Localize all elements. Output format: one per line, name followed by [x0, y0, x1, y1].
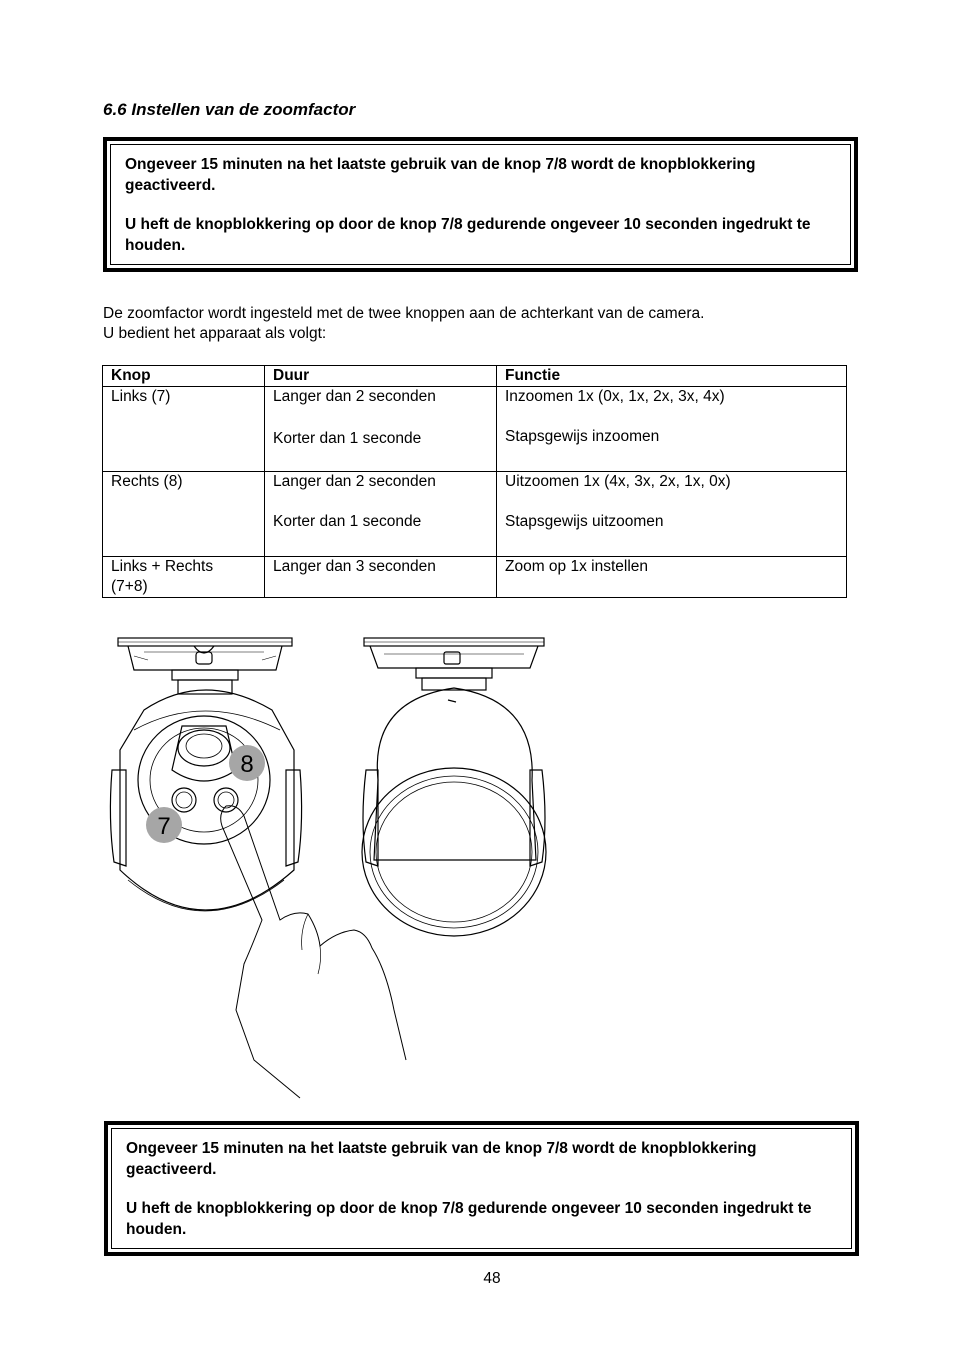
notice-lock-text: Ongeveer 15 minuten na het laatste gebruik van de knop 7/8 wordt de knopblokkering geactiveerd.: [126, 1140, 757, 1178]
notice-unlock-text: U heft de knopblokkering op door de knop 7/8 gedurende ongeveer 10 seconden ingedrukt te houden.: [125, 216, 811, 254]
notice-box-top: [103, 137, 858, 272]
duur-short: Korter dan 1 seconde: [273, 430, 422, 447]
cell-functie: [497, 387, 847, 472]
camera-illustration: [104, 630, 564, 1105]
zoom-table: [102, 365, 847, 598]
header-knop: Knop: [103, 366, 265, 387]
table-row: [103, 557, 847, 598]
table-row: [103, 387, 847, 472]
notice-unlock-text: U heft de knopblokkering op door de knop 7/8 gedurende ongeveer 10 seconden ingedrukt te houden.: [126, 1200, 812, 1238]
table-header-row: [103, 366, 847, 387]
cell-duur: [265, 387, 497, 472]
knop-line-2: (7+8): [111, 578, 148, 595]
cell-knop: [103, 557, 265, 598]
page-number: 48: [483, 1270, 501, 1287]
functie-short: Stapsgewijs inzoomen: [505, 428, 660, 445]
cell-functie: Zoom op 1x instellen: [497, 557, 847, 598]
camera-front-drawing: [362, 638, 546, 936]
cell-knop: Rechts (8): [103, 472, 265, 557]
intro-text: [103, 304, 704, 344]
duur-short: Korter dan 1 seconde: [273, 513, 422, 530]
functie-long: Uitzoomen 1x (4x, 3x, 2x, 1x, 0x): [505, 473, 731, 490]
camera-rear-drawing: [110, 638, 406, 1098]
button-8-label: 8: [240, 751, 254, 778]
duur-long: Langer dan 2 seconden: [273, 388, 436, 405]
cell-knop: Links (7): [103, 387, 265, 472]
section-title: 6.6 Instellen van de zoomfactor: [103, 100, 356, 119]
cell-duur: [265, 472, 497, 557]
cell-duur: Langer dan 3 seconden: [265, 557, 497, 598]
notice-box-bottom: [104, 1121, 859, 1256]
cell-functie: [497, 472, 847, 557]
duur-long: Langer dan 2 seconden: [273, 473, 436, 490]
button-7-label: 7: [157, 813, 171, 840]
functie-long: Inzoomen 1x (0x, 1x, 2x, 3x, 4x): [505, 388, 725, 405]
notice-lock-text: Ongeveer 15 minuten na het laatste gebruik van de knop 7/8 wordt de knopblokkering geactiveerd.: [125, 156, 756, 194]
header-duur: Duur: [265, 366, 497, 387]
table-row: [103, 472, 847, 557]
intro-line-1: De zoomfactor wordt ingesteld met de twee knoppen aan de achterkant van de camera.: [103, 305, 705, 322]
header-functie: Functie: [497, 366, 847, 387]
functie-short: Stapsgewijs uitzoomen: [505, 513, 664, 530]
intro-line-2: U bedient het apparaat als volgt:: [103, 325, 327, 342]
knop-line-1: Links + Rechts: [111, 558, 214, 575]
